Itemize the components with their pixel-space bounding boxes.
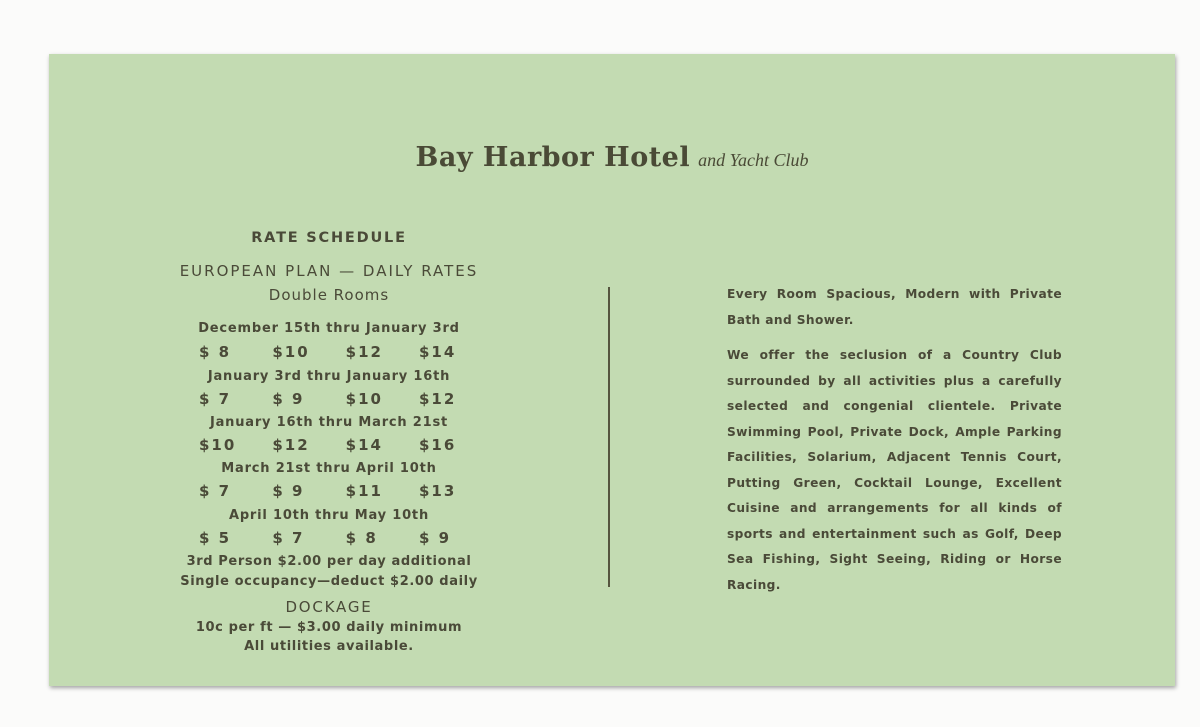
season-rates [199, 482, 489, 500]
rate-value: $ 9 [272, 390, 305, 408]
season-period: January 3rd thru January 16th [207, 369, 451, 384]
rate-card [49, 54, 1175, 686]
column-divider [608, 287, 610, 587]
hotel-description [727, 282, 1062, 608]
rate-value: $ 7 [272, 529, 305, 547]
season-rates [199, 436, 489, 454]
hotel-title [49, 142, 1175, 173]
rate-value: $13 [418, 482, 457, 500]
hotel-name: Bay Harbor Hotel [415, 142, 691, 173]
rate-value: $16 [418, 436, 457, 454]
third-person-note: 3rd Person $2.00 per day additional [186, 554, 472, 569]
rate-value: $10 [345, 390, 383, 408]
rate-value: $11 [345, 482, 383, 500]
season-rates [199, 390, 489, 408]
rate-value: $ 5 [199, 529, 232, 547]
description-paragraph: Every Room Spacious, Modern with Private Bath and Shower. [727, 287, 1062, 327]
season-period: January 16th thru March 21st [209, 415, 449, 430]
rate-value: $ 8 [199, 343, 232, 361]
plan-label: EUROPEAN PLAN — DAILY RATES [179, 262, 479, 280]
rate-value: $10 [272, 343, 310, 361]
rate-schedule-heading: RATE SCHEDULE [251, 230, 407, 246]
hotel-subtitle: and Yacht Club [698, 150, 809, 170]
rate-value: $12 [345, 343, 383, 361]
season-rates [199, 529, 489, 547]
rate-value: $ 7 [199, 390, 232, 408]
rate-value: $12 [418, 390, 457, 408]
season-period: December 15th thru January 3rd [198, 321, 460, 336]
rate-value: $ 9 [272, 482, 305, 500]
rate-value: $12 [272, 436, 310, 454]
rate-value: $14 [418, 343, 457, 361]
rate-value: $14 [345, 436, 383, 454]
season-period: April 10th thru May 10th [228, 508, 430, 523]
rooms-label: Double Rooms [268, 286, 390, 304]
season-period: March 21st thru April 10th [221, 461, 437, 476]
dockage-heading: DOCKAGE [285, 598, 373, 616]
rate-value: $ 8 [345, 529, 378, 547]
utilities-note: All utilities available. [244, 639, 414, 654]
single-occupancy-note: Single occupancy—deduct $2.00 daily [180, 574, 478, 589]
rate-value: $ 7 [199, 482, 232, 500]
dockage-rate: 10c per ft — $3.00 daily minimum [195, 620, 463, 635]
rate-value: $10 [199, 436, 237, 454]
rate-value: $ 9 [418, 529, 452, 547]
description-paragraph: We offer the seclusion of a Country Club surrounded by all activities plus a carefully selected and congenial clientele. Private Swimming Pool, Private Dock, Ample Parking Facilities, Solarium, Adjacent Tennis Court, Putting Green, Cocktail Lounge, Excellent Cuisine and arrangements for all kinds of sports and entertainment such as Golf, Deep Sea Fishing, Sight Seeing, Riding or Horse Racing. [727, 348, 1062, 592]
season-rates [199, 343, 489, 361]
